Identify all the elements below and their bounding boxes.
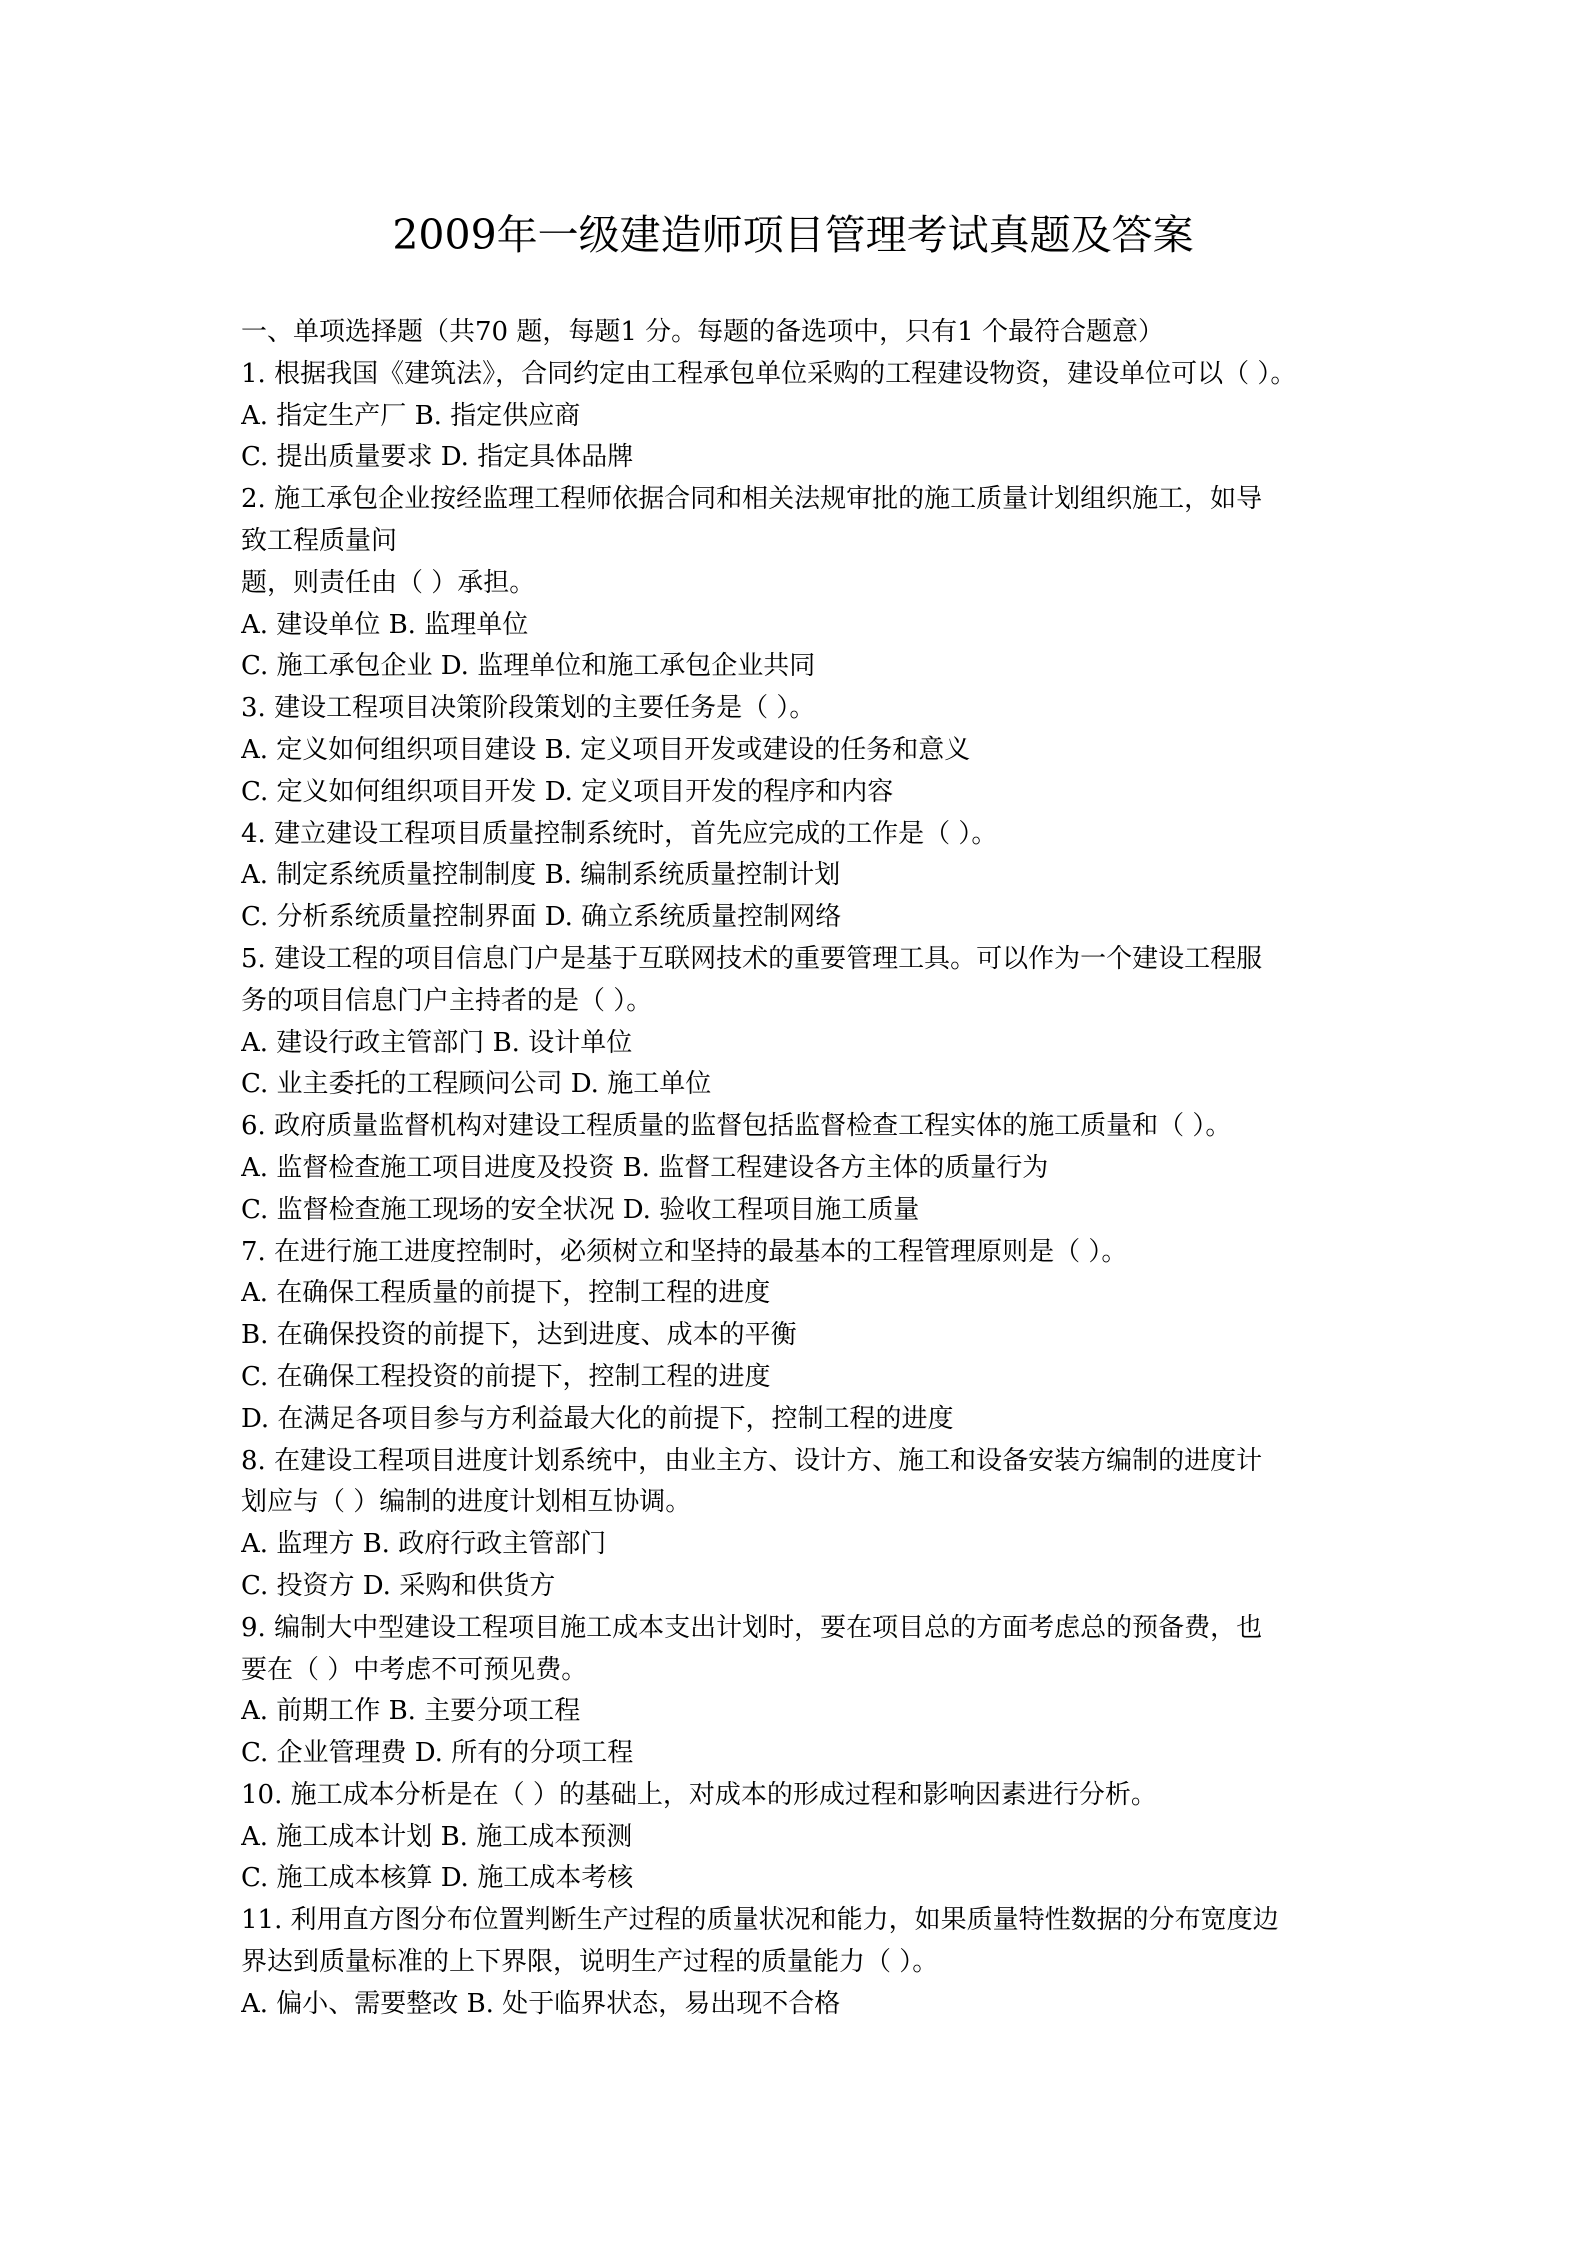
text-line: A. 建设单位 B. 监理单位 <box>241 609 529 640</box>
text-line: C. 投资方 D. 采购和供货方 <box>241 1570 556 1601</box>
text-line: 6. 政府质量监督机构对建设工程质量的监督包括监督检查工程实体的施工质量和（ ）。 <box>241 1111 1232 1142</box>
text-line: A. 制定系统质量控制制度 B. 编制系统质量控制计划 <box>241 860 841 891</box>
text-line: 9. 编制大中型建设工程项目施工成本支出计划时，要在项目总的方面考虑总的预备费，也 <box>241 1612 1263 1643</box>
text-line: 务的项目信息门户主持者的是（ ）。 <box>241 985 653 1016</box>
text-line: C. 监督检查施工现场的安全状况 D. 验收工程项目施工质量 <box>241 1194 920 1225</box>
text-line: 界达到质量标准的上下界限，说明生产过程的质量能力（ ）。 <box>241 1947 939 1978</box>
text-line: A. 监理方 B. 政府行政主管部门 <box>241 1529 607 1560</box>
text-line: 8. 在建设工程项目进度计划系统中，由业主方、设计方、施工和设备安装方编制的进度计 <box>241 1445 1263 1476</box>
document-body <box>241 312 1353 2026</box>
text-line: C. 分析系统质量控制界面 D. 确立系统质量控制网络 <box>241 902 842 933</box>
text-line: A. 建设行政主管部门 B. 设计单位 <box>241 1027 633 1058</box>
text-line: C. 定义如何组织项目开发 D. 定义项目开发的程序和内容 <box>241 776 894 807</box>
text-line: A. 施工成本计划 B. 施工成本预测 <box>241 1821 633 1852</box>
text-line: A. 在确保工程质量的前提下，控制工程的进度 <box>241 1278 771 1309</box>
text-line: B. 在确保投资的前提下，达到进度、成本的平衡 <box>241 1320 797 1351</box>
text-line: 5. 建设工程的项目信息门户是基于互联网技术的重要管理工具。可以作为一个建设工程服 <box>241 943 1263 974</box>
text-line: 4. 建立建设工程项目质量控制系统时，首先应完成的工作是（ ）。 <box>241 818 998 849</box>
section-heading: 一、单项选择题（共70 题，每题1 分。每题的备选项中，只有1 个最符合题意） <box>241 317 1164 347</box>
text-line: C. 企业管理费 D. 所有的分项工程 <box>241 1738 634 1769</box>
text-line: 划应与（ ）编制的进度计划相互协调。 <box>241 1487 692 1518</box>
text-line: C. 在确保工程投资的前提下，控制工程的进度 <box>241 1361 771 1392</box>
text-line: C. 业主委托的工程顾问公司 D. 施工单位 <box>241 1069 712 1100</box>
text-line: C. 施工成本核算 D. 施工成本考核 <box>241 1863 634 1894</box>
text-line: 致工程质量问 <box>241 525 398 556</box>
text-line: 7. 在进行施工进度控制时，必须树立和坚持的最基本的工程管理原则是（ ）。 <box>241 1236 1128 1267</box>
text-line: A. 定义如何组织项目建设 B. 定义项目开发或建设的任务和意义 <box>241 734 971 765</box>
text-line: A. 指定生产厂 B. 指定供应商 <box>241 400 581 431</box>
text-line: A. 前期工作 B. 主要分项工程 <box>241 1696 581 1727</box>
text-line: 题，则责任由（ ）承担。 <box>241 567 536 598</box>
text-line: 11. 利用直方图分布位置判断生产过程的质量状况和能力，如果质量特性数据的分布宽度边 <box>241 1905 1279 1936</box>
text-line: 2. 施工承包企业按经监理工程师依据合同和相关法规审批的施工质量计划组织施工，如导 <box>241 484 1263 515</box>
text-line: A. 监督检查施工项目进度及投资 B. 监督工程建设各方主体的质量行为 <box>241 1152 1049 1183</box>
question-lines <box>241 354 1353 2026</box>
text-line: 1. 根据我国《建筑法》，合同约定由工程承包单位采购的工程建设物资，建设单位可以（ ）。 <box>241 358 1297 389</box>
text-line: 10. 施工成本分析是在（ ）的基础上，对成本的形成过程和影响因素进行分析。 <box>241 1779 1157 1810</box>
text-line: C. 施工承包企业 D. 监理单位和施工承包企业共同 <box>241 651 816 682</box>
text-line: C. 提出质量要求 D. 指定具体品牌 <box>241 442 634 473</box>
text-line: 3. 建设工程项目决策阶段策划的主要任务是（ ）。 <box>241 693 816 724</box>
text-line: D. 在满足各项目参与方利益最大化的前提下，控制工程的进度 <box>241 1403 954 1434</box>
text-line: 要在（ ）中考虑不可预见费。 <box>241 1654 588 1685</box>
page-title: 2009年一级建造师项目管理考试真题及答案 <box>392 211 1194 259</box>
text-line: A. 偏小、需要整改 B. 处于临界状态，易出现不合格 <box>241 1988 841 2019</box>
